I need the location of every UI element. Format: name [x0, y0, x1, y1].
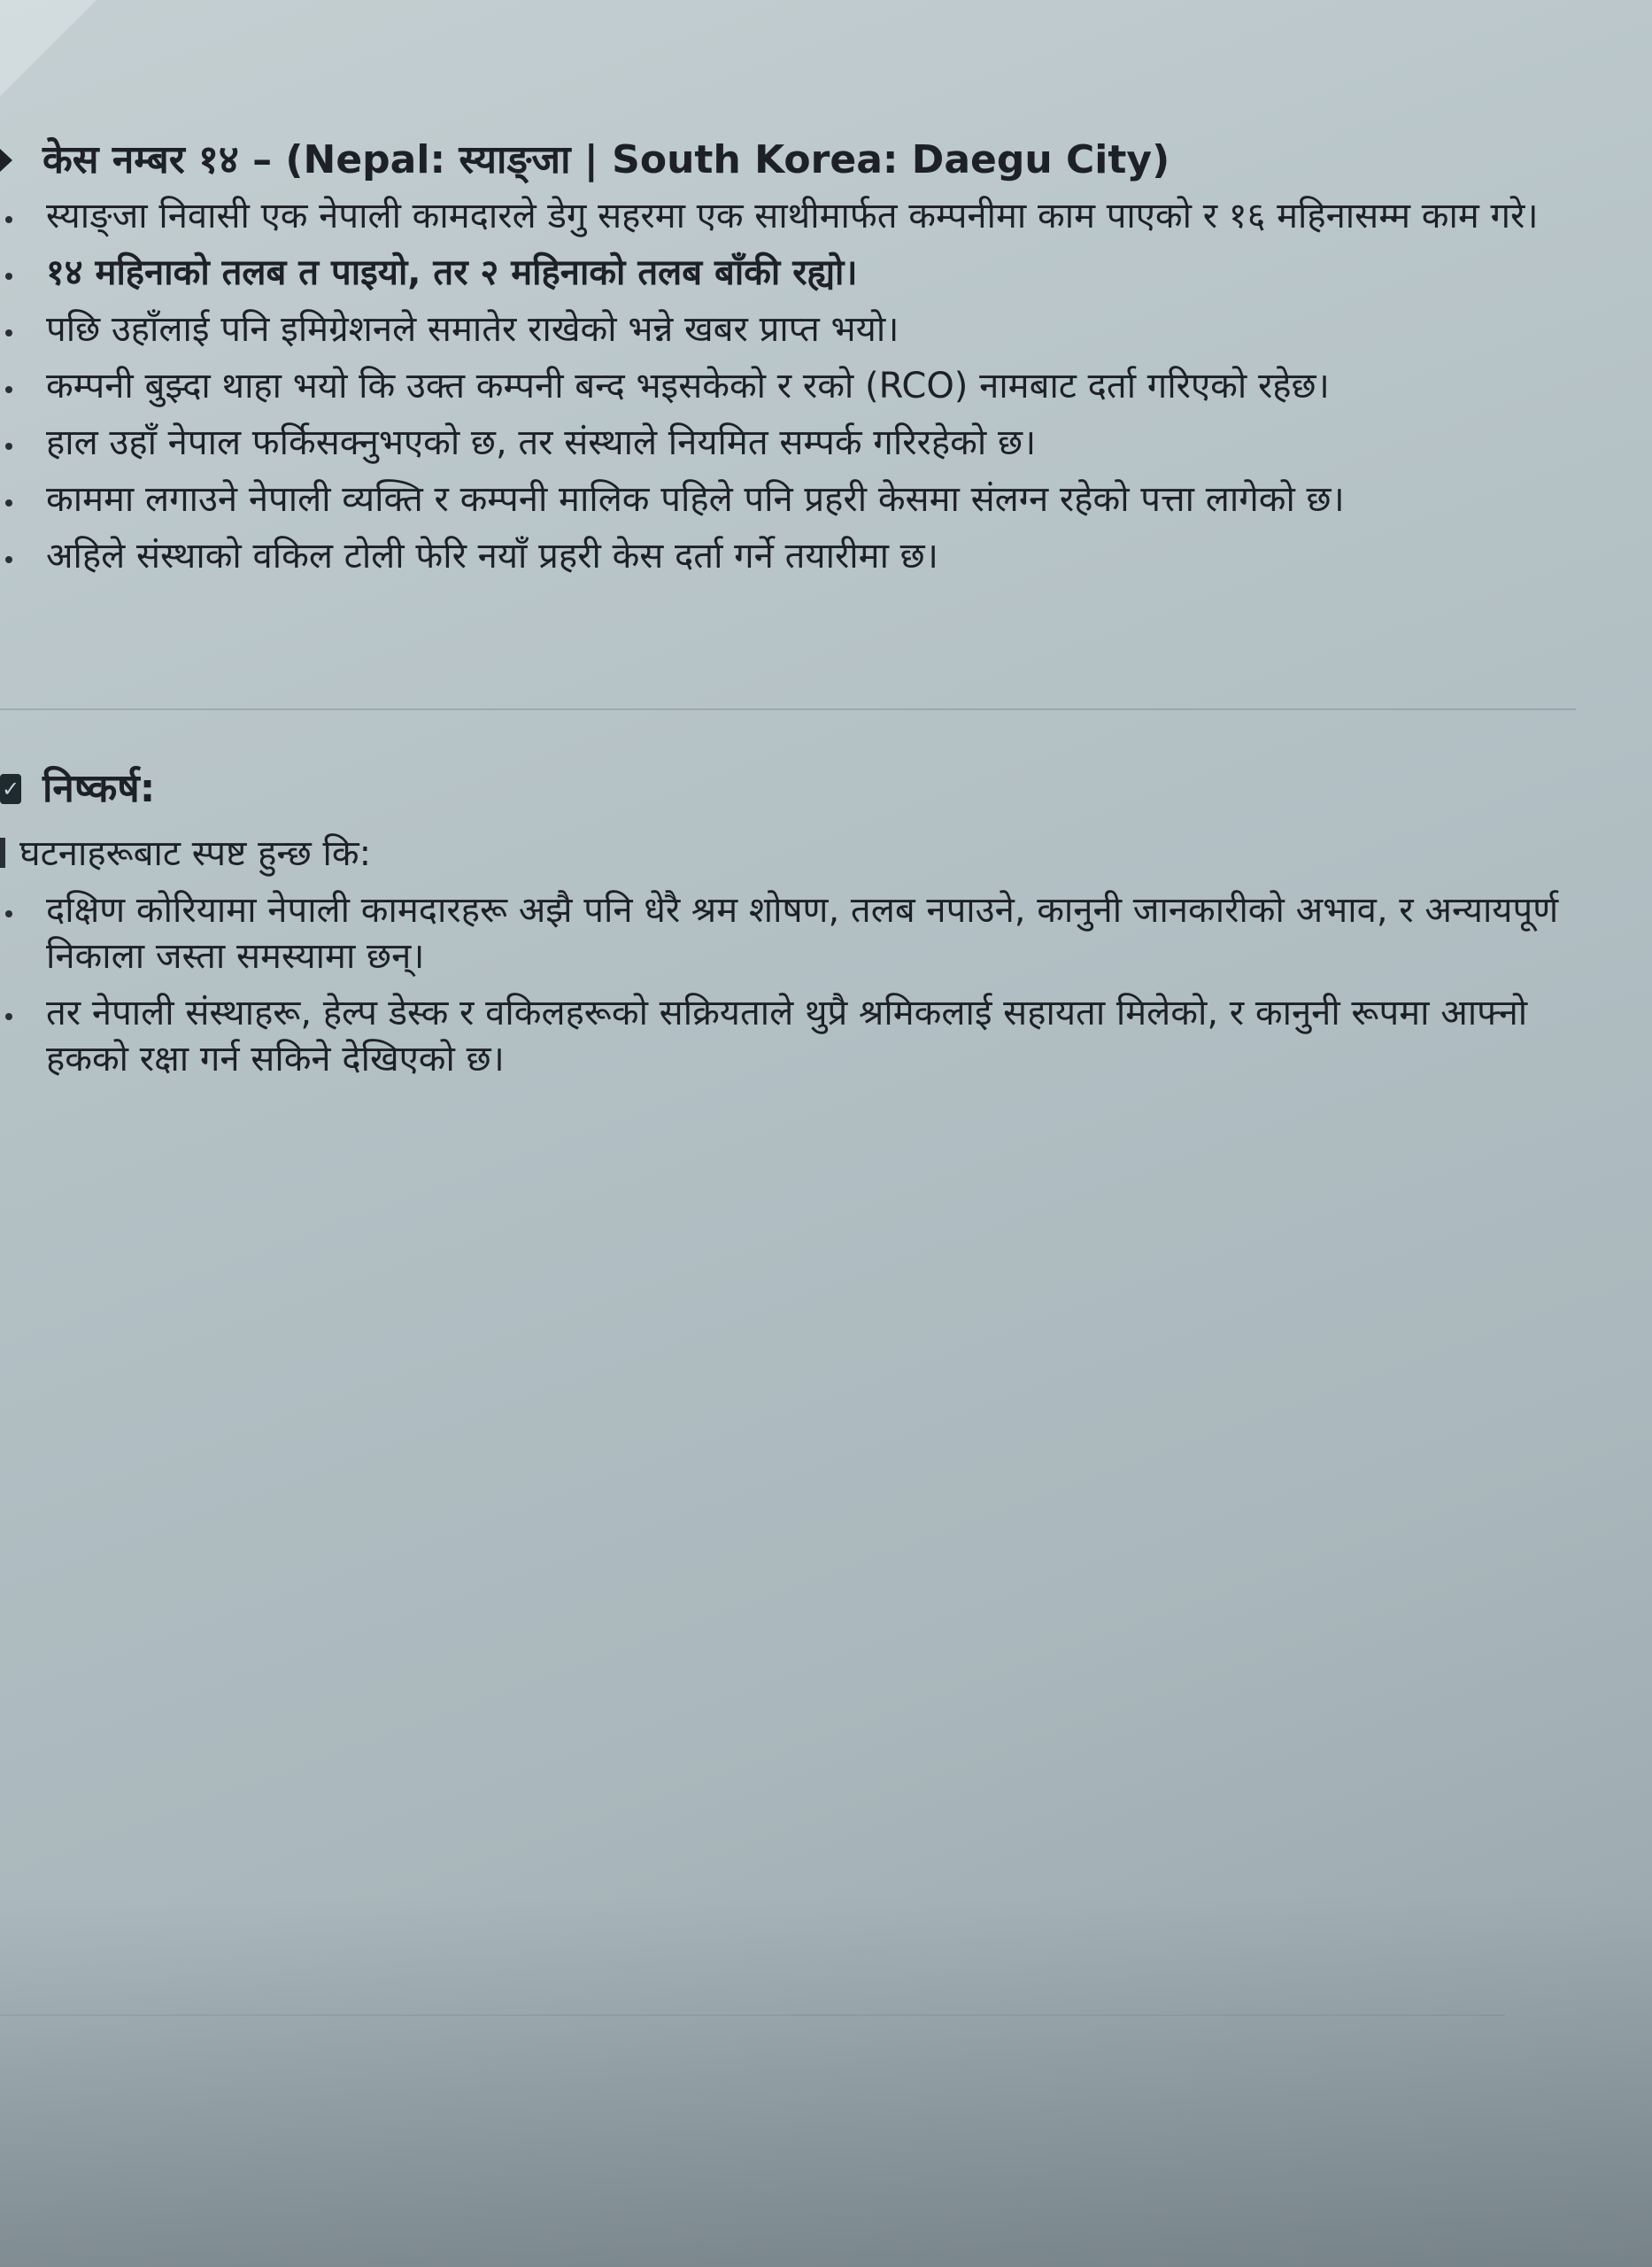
bullet-icon — [5, 1013, 12, 1020]
list-item: १४ महिनाको तलब त पाइयो, तर २ महिनाको तलब बाँकी रह्यो। — [0, 250, 1611, 296]
list-item: स्याङ्जा निवासी एक नेपाली कामदारले डेगु सहरमा एक साथीमार्फत कम्पनीमा काम पाएको र १६ महिनासम्म काम गरे। — [0, 193, 1611, 239]
list-item: अहिले संस्थाको वकिल टोली फेरि नयाँ प्रहरी केस दर्ता गर्ने तयारीमा छ। — [0, 533, 1611, 579]
list-item: हाल उहाँ नेपाल फर्किसक्नुभएको छ, तर संस्थाले नियमित सम्पर्क गरिरहेको छ। — [0, 420, 1611, 466]
section-divider — [0, 708, 1576, 710]
conclusion-section — [0, 762, 1611, 1093]
list-item: कम्पनी बुझ्दा थाहा भयो कि उक्त कम्पनी बन्द भइसकेको र रको (RCO) नामबाट दर्ता गरिएको रहेछ। — [0, 363, 1611, 409]
page-corner-fold — [0, 0, 97, 97]
conclusion-list — [0, 887, 1611, 1082]
case-title: केस नम्बर १४ – (Nepal: स्याङ्जा | South Korea: Daegu City) — [42, 137, 1170, 182]
list-item: दक्षिण कोरियामा नेपाली कामदारहरू अझै पनि धेरै श्रम शोषण, तलब नपाउने, कानुनी जानकारीको अभाव, र अन्यायपूर्ण निकाला जस्ता समस्यामा छन्। — [0, 887, 1611, 979]
bullet-icon — [5, 273, 12, 280]
margin-mark — [0, 838, 5, 868]
arrow-marker-icon — [0, 149, 12, 172]
bullet-icon — [5, 556, 12, 563]
case-heading — [0, 133, 1611, 188]
case-section — [0, 133, 1611, 590]
conclusion-heading — [0, 762, 1611, 816]
checkmark-icon: ✓ — [0, 774, 21, 804]
conclusion-title: निष्कर्ष: — [42, 766, 156, 811]
bullet-icon — [5, 216, 12, 223]
bullet-icon — [5, 910, 12, 917]
case-list — [0, 193, 1611, 579]
list-item: काममा लगाउने नेपाली व्यक्ति र कम्पनी मालिक पहिले पनि प्रहरी केसमा संलग्न रहेको पत्ता लागेको छ। — [0, 476, 1611, 522]
bullet-icon — [5, 499, 12, 507]
bullet-icon — [5, 443, 12, 450]
bullet-icon — [5, 329, 12, 337]
list-item: तर नेपाली संस्थाहरू, हेल्प डेस्क र वकिलहरूको सक्रियताले थुप्रै श्रमिकलाई सहायता मिलेको, र कानुनी रूपमा आफ्नो हकको रक्षा गर्न सकिने देखिएको छ। — [0, 990, 1611, 1082]
conclusion-intro: घटनाहरूबाट स्पष्ट हुन्छ कि: — [0, 829, 1611, 878]
photo-shadow — [0, 1895, 1652, 2267]
bullet-icon — [5, 386, 12, 393]
list-item: पछि उहाँलाई पनि इमिग्रेशनले समातेर राखेको भन्ने खबर प्राप्त भयो। — [0, 306, 1611, 352]
